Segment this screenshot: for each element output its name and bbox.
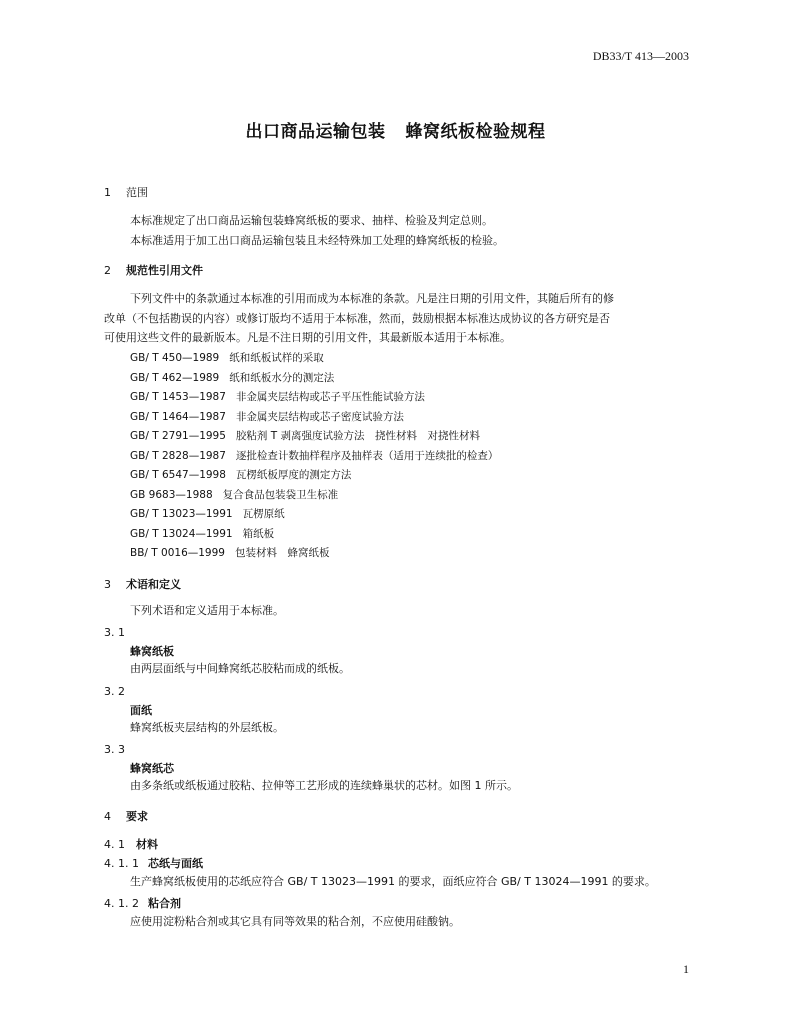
term-definition: 由两层面纸与中间蜂窝纸芯胶粘而成的纸板。 — [130, 662, 350, 675]
subsection-4-1-heading — [104, 836, 158, 852]
reference-name: 复合食品包装袋卫生标准 — [222, 489, 339, 501]
term-number: 3. 1 — [104, 626, 125, 639]
reference-name: 纸和纸板水分的测定法 — [229, 372, 335, 384]
section-title: 范围 — [126, 186, 148, 199]
reference-code: BB/ T 0016—1999 — [130, 547, 225, 559]
section-1-para-2: 本标准适用于加工出口商品运输包装且未经特殊加工处理的蜂窝纸板的检验。 — [130, 234, 504, 247]
subsection-number: 4. 1. 1 — [104, 857, 139, 870]
reference-name: 纸和纸板试样的采取 — [229, 352, 324, 364]
reference-item — [130, 409, 404, 424]
section-4-heading — [104, 808, 148, 824]
reference-name: 包装材料 蜂窝纸板 — [234, 547, 330, 559]
subsection-title: 粘合剂 — [148, 897, 181, 910]
section-1-para-1: 本标准规定了出口商品运输包装蜂窝纸板的要求、抽样、检验及判定总则。 — [130, 214, 493, 227]
reference-item — [130, 428, 480, 443]
title-part-2: 蜂窝纸板检验规程 — [405, 122, 546, 142]
section-title: 要求 — [126, 810, 148, 823]
subsection-number: 4. 1 — [104, 838, 125, 851]
reference-item — [130, 526, 274, 541]
term-number: 3. 3 — [104, 743, 125, 756]
reference-name: 非金属夹层结构或芯子密度试验方法 — [235, 411, 404, 423]
reference-item — [130, 370, 334, 385]
reference-item — [130, 467, 351, 482]
subsection-4-1-2-text: 应使用淀粉粘合剂或其它具有同等效果的粘合剂，不应使用硅酸钠。 — [130, 915, 460, 928]
section-title: 术语和定义 — [126, 578, 181, 591]
page-title — [0, 117, 791, 142]
subsection-4-1-1-text: 生产蜂窝纸板使用的芯纸应符合 GB/ T 13023—1991 的要求，面纸应符合 GB/ T 13024—1991 的要求。 — [130, 875, 656, 888]
section-2-heading — [104, 262, 203, 278]
subsection-title: 芯纸与面纸 — [148, 857, 203, 870]
subsection-number: 4. 1. 2 — [104, 897, 139, 910]
section-2-para-line-2: 改单（不包括勘误的内容）或修订版均不适用于本标准，然而，鼓励根据本标准达成协议的各方研究是否 — [104, 312, 610, 325]
reference-name: 瓦楞纸板厚度的测定方法 — [235, 469, 352, 481]
reference-item — [130, 448, 498, 463]
reference-item — [130, 389, 425, 404]
reference-name: 非金属夹层结构或芯子平压性能试验方法 — [235, 391, 425, 403]
section-1-heading — [104, 184, 148, 200]
reference-code: GB/ T 450—1989 — [130, 352, 220, 364]
reference-code: GB 9683—1988 — [130, 489, 213, 501]
reference-item — [130, 350, 324, 365]
section-3-heading — [104, 576, 181, 592]
term-title: 面纸 — [130, 704, 152, 717]
section-2-para-line-3: 可使用这些文件的最新版本。凡是不注日期的引用文件，其最新版本适用于本标准。 — [104, 331, 511, 344]
term-number: 3. 2 — [104, 685, 125, 698]
section-title: 规范性引用文件 — [126, 264, 203, 277]
reference-code: GB/ T 2791—1995 — [130, 430, 226, 442]
reference-code: GB/ T 1453—1987 — [130, 391, 226, 403]
reference-code: GB/ T 1464—1987 — [130, 411, 226, 423]
reference-item — [130, 487, 338, 502]
reference-item — [130, 545, 329, 560]
term-title: 蜂窝纸芯 — [130, 762, 174, 775]
section-3-intro: 下列术语和定义适用于本标准。 — [130, 604, 284, 617]
section-2-para-line-1: 下列文件中的条款通过本标准的引用而成为本标准的条款。凡是注日期的引用文件，其随后所有的修 — [130, 292, 614, 305]
term-title: 蜂窝纸板 — [130, 645, 174, 658]
section-number: 4 — [104, 810, 111, 823]
reference-name: 瓦楞原纸 — [242, 508, 285, 520]
reference-code: GB/ T 13024—1991 — [130, 528, 233, 540]
reference-code: GB/ T 13023—1991 — [130, 508, 233, 520]
reference-code: GB/ T 2828—1987 — [130, 450, 226, 462]
document-code: DB33/T 413—2003 — [592, 49, 689, 63]
page-number: 1 — [683, 962, 689, 976]
reference-name: 逐批检查计数抽样程序及抽样表（适用于连续批的检查） — [235, 450, 499, 462]
section-number: 1 — [104, 186, 111, 199]
subsection-4-1-2-heading — [104, 895, 181, 911]
reference-code: GB/ T 462—1989 — [130, 372, 220, 384]
reference-code: GB/ T 6547—1998 — [130, 469, 226, 481]
term-definition: 蜂窝纸板夹层结构的外层纸板。 — [130, 721, 284, 734]
reference-item — [130, 506, 285, 521]
reference-name: 胶粘剂 T 剥离强度试验方法 挠性材料 对挠性材料 — [235, 430, 481, 442]
term-definition: 由多条纸或纸板通过胶粘、拉伸等工艺形成的连续蜂巢状的芯材。如图 1 所示。 — [130, 779, 518, 792]
subsection-4-1-1-heading — [104, 855, 203, 871]
section-number: 2 — [104, 264, 111, 277]
title-part-1: 出口商品运输包装 — [245, 122, 386, 142]
subsection-title: 材料 — [136, 838, 158, 851]
reference-name: 箱纸板 — [242, 528, 275, 540]
section-number: 3 — [104, 578, 111, 591]
